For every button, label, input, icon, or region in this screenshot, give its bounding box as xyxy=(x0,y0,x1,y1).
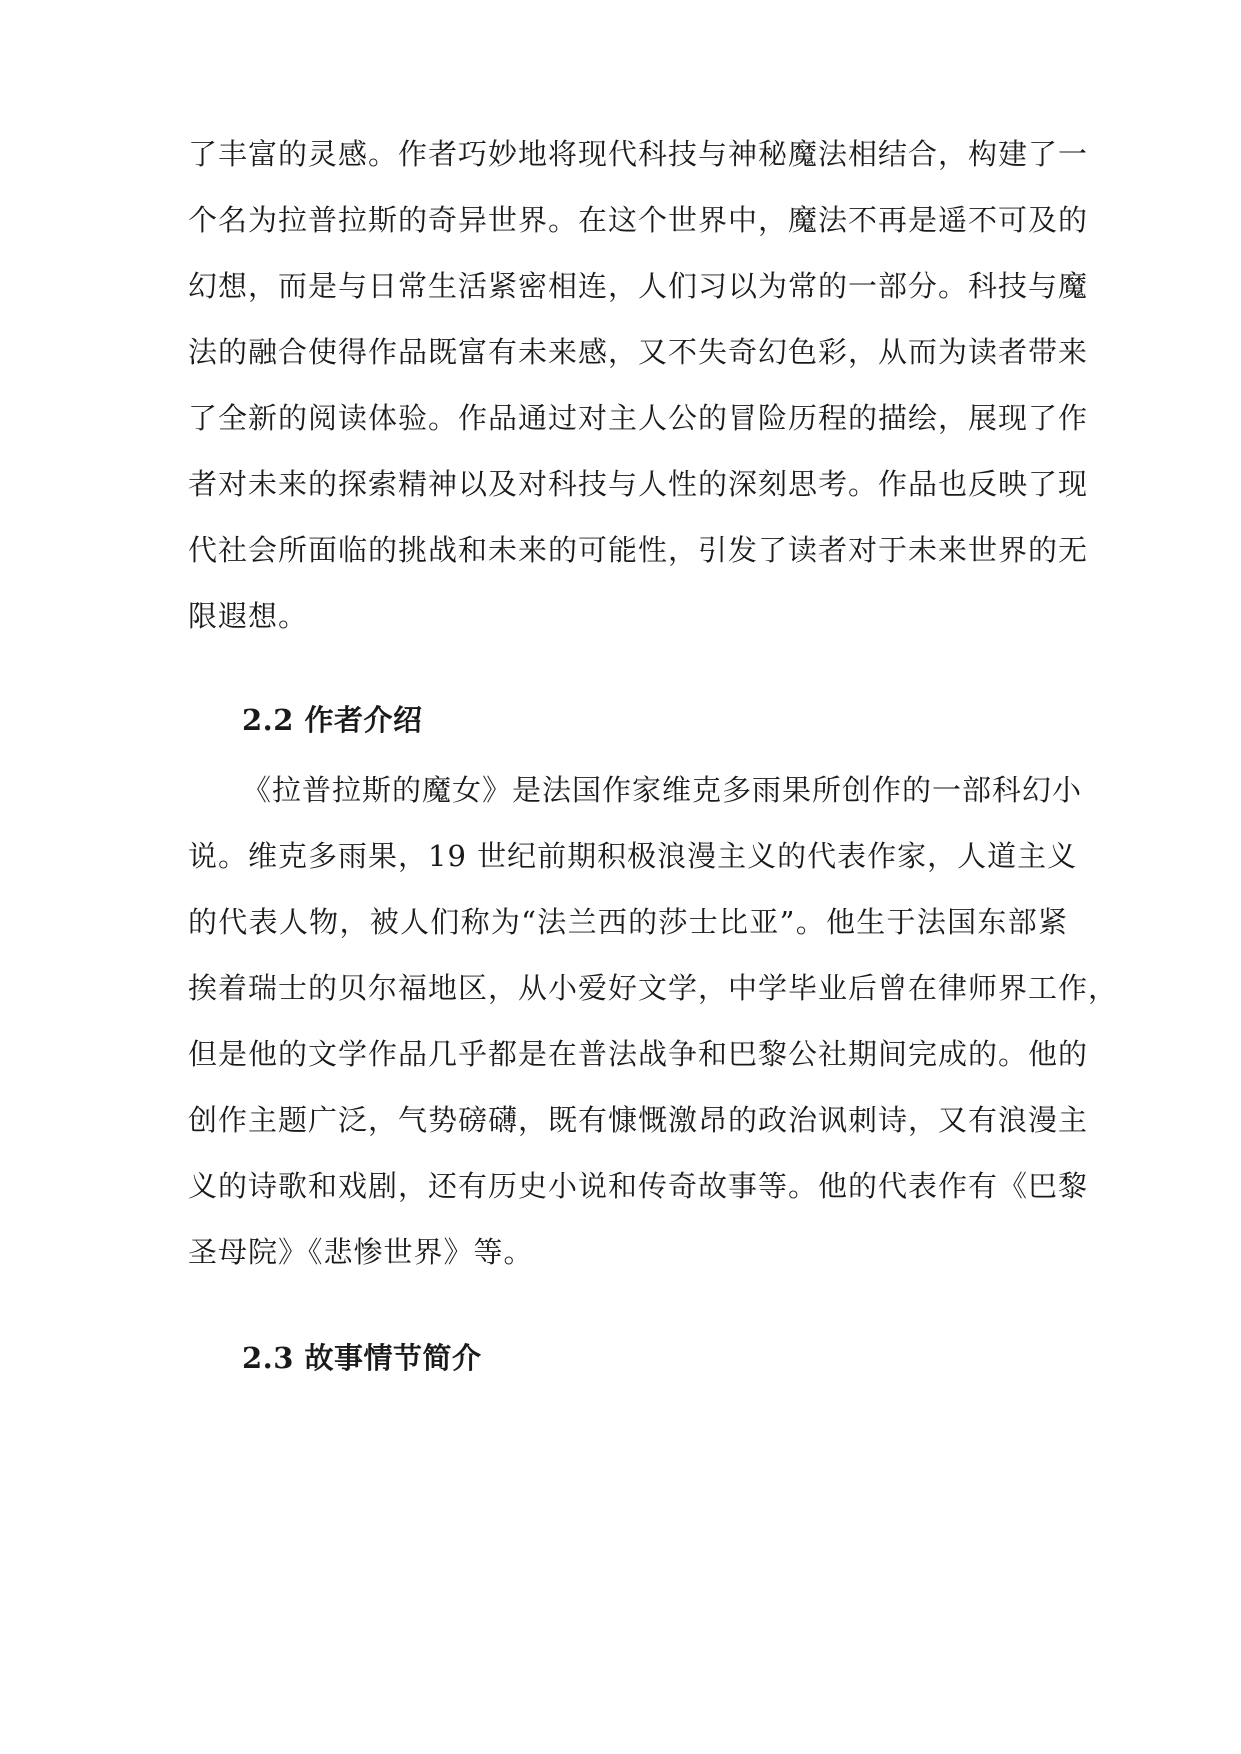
section-heading: 2.2 作者介绍 xyxy=(242,703,423,737)
paragraph-line: 代社会所面临的挑战和未来的可能性，引发了读者对于未来世界的无 xyxy=(188,533,1089,567)
section-heading: 2.3 故事情节简介 xyxy=(242,1341,482,1375)
paragraph-line: 挨着瑞士的贝尔福地区，从小爱好文学，中学毕业后曾在律师界工作， xyxy=(188,971,1119,1005)
paragraph-line: 了全新的阅读体验。作品通过对主人公的冒险历程的描绘，展现了作 xyxy=(188,401,1089,435)
paragraph-line: 法的融合使得作品既富有未来感，又不失奇幻色彩，从而为读者带来 xyxy=(188,335,1089,369)
paragraph-line: 了丰富的灵感。作者巧妙地将现代科技与神秘魔法相结合，构建了一 xyxy=(188,137,1089,171)
paragraph-line: 个名为拉普拉斯的奇异世界。在这个世界中，魔法不再是遥不可及的 xyxy=(188,203,1089,237)
paragraph-line: 但是他的文学作品几乎都是在普法战争和巴黎公社期间完成的。他的 xyxy=(188,1037,1089,1071)
paragraph-line: 者对未来的探索精神以及对科技与人性的深刻思考。作品也反映了现 xyxy=(188,467,1089,501)
paragraph-line: 圣母院》《悲惨世界》等。 xyxy=(188,1235,534,1269)
paragraph-line: 义的诗歌和戏剧，还有历史小说和传奇故事等。他的代表作有《巴黎 xyxy=(188,1169,1089,1203)
paragraph-line: 幻想，而是与日常生活紧密相连，人们习以为常的一部分。科技与魔 xyxy=(188,269,1089,303)
paragraph-line: 限遐想。 xyxy=(188,599,309,633)
paragraph-line: 的代表人物，被人们称为“法兰西的莎士比亚”。他生于法国东部紧 xyxy=(188,905,1068,939)
paragraph-line: 创作主题广泛，气势磅礴，既有慷慨激昂的政治讽刺诗，又有浪漫主 xyxy=(188,1103,1089,1137)
paragraph-line: 说。维克多雨果，19 世纪前期积极浪漫主义的代表作家，人道主义 xyxy=(188,839,1078,873)
paragraph-line: 《拉普拉斯的魔女》是法国作家维克多雨果所创作的一部科幻小 xyxy=(242,773,1083,807)
